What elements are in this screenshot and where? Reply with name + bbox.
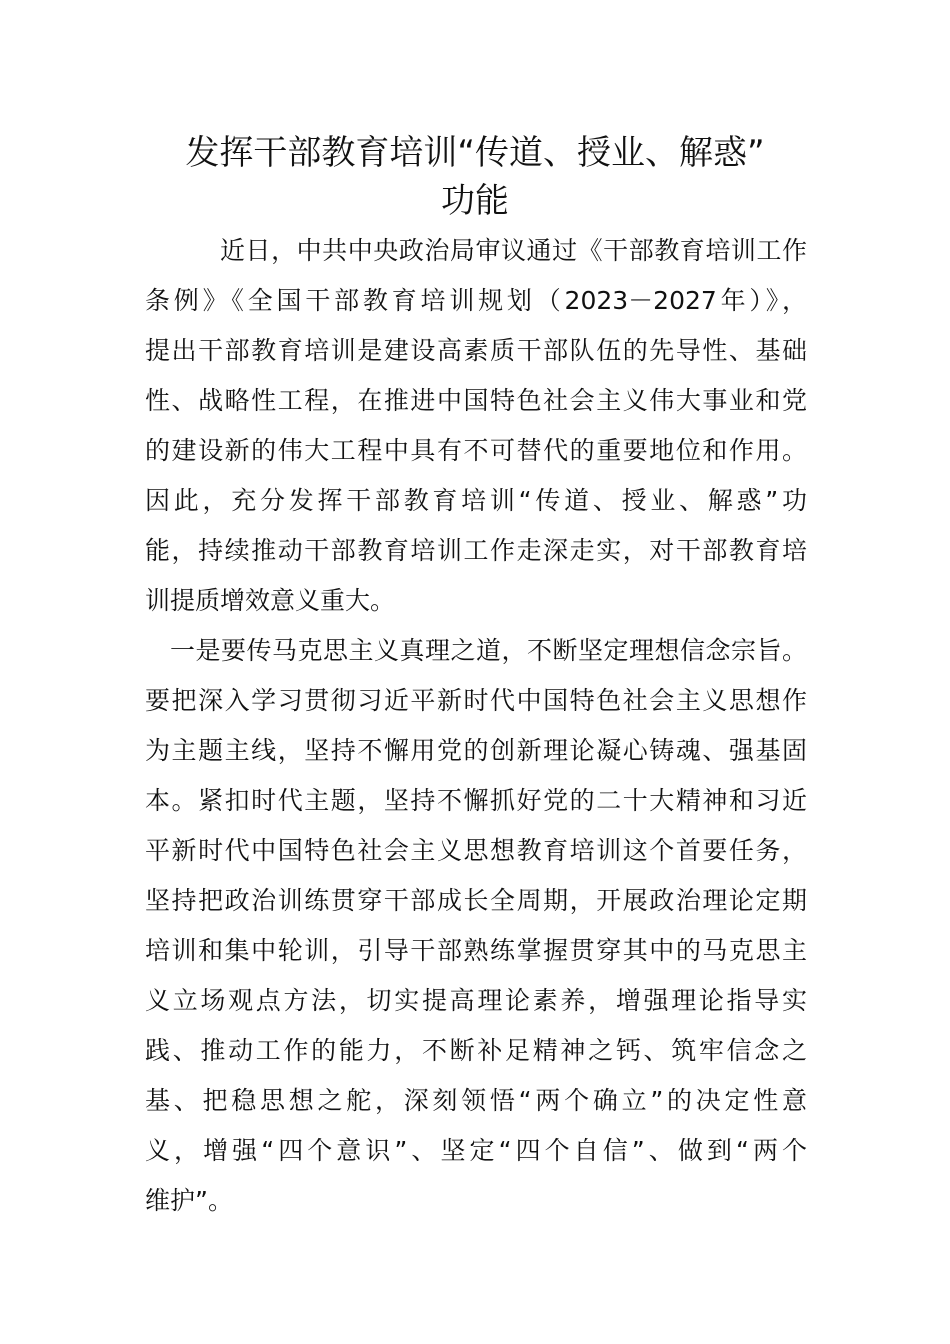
text-line: 性、战略性工程，在推进中国特色社会主义伟大事业和党 [145, 386, 807, 415]
text-line: 条例》《全国干部教育培训规划（2023－2027年）》， [145, 286, 807, 315]
text-line: 培训和集中轮训，引导干部熟练掌握贯穿其中的马克思主 [145, 936, 807, 965]
text-line: 维护”。 [145, 1186, 233, 1215]
text-line: 平新时代中国特色社会主义思想教育培训这个首要任务， [145, 836, 807, 865]
text-line: 义，增强“四个意识”、坚定“四个自信”、做到“两个 [145, 1136, 807, 1165]
text-line: 训提质增效意义重大。 [145, 586, 396, 615]
text-line: 要把深入学习贯彻习近平新时代中国特色社会主义思想作 [145, 686, 807, 715]
document-body [145, 226, 807, 1226]
text-line: 坚持把政治训练贯穿干部成长全周期，开展政治理论定期 [145, 886, 807, 915]
text-line: 提出干部教育培训是建设高素质干部队伍的先导性、基础 [145, 336, 807, 365]
text-line: 基、把稳思想之舵，深刻领悟“两个确立”的决定性意 [145, 1086, 807, 1115]
paragraph-intro [145, 226, 807, 626]
text-line: 义立场观点方法，切实提高理论素养，增强理论指导实 [145, 986, 807, 1015]
text-line: 为主题主线，坚持不懈用党的创新理论凝心铸魂、强基固 [145, 736, 807, 765]
text-line: 一是要传马克思主义真理之道，不断坚定理想信念宗旨。 [170, 636, 807, 665]
text-line: 的建设新的伟大工程中具有不可替代的重要地位和作用。 [145, 436, 807, 465]
text-line: 因此，充分发挥干部教育培训“传道、授业、解惑”功 [145, 486, 807, 515]
text-line: 践、推动工作的能力，不断补足精神之钙、筑牢信念之 [145, 1036, 807, 1065]
text-line: 近日，中共中央政治局审议通过《干部教育培训工作 [220, 236, 807, 265]
paragraph-point-one [145, 626, 807, 1226]
text-line: 能，持续推动干部教育培训工作走深走实，对干部教育培 [145, 536, 807, 565]
document-title-line-1: 发挥干部教育培训“传道、授业、解惑” [185, 133, 765, 173]
document-title-line-2: 功能 [441, 181, 509, 221]
text-line: 本。紧扣时代主题，坚持不懈抓好党的二十大精神和习近 [145, 786, 807, 815]
